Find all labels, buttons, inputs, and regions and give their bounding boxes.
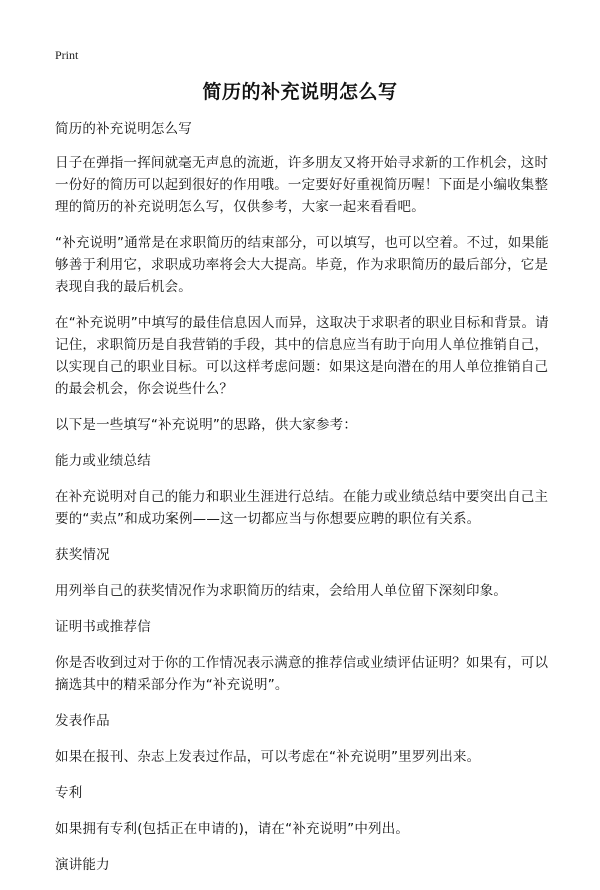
section-heading: 发表作品 bbox=[55, 713, 110, 729]
section-heading: 能力或业绩总结 bbox=[55, 453, 151, 469]
page-title: 简历的补充说明怎么写 bbox=[202, 81, 398, 103]
section-body: 你是否收到过对于你的工作情况表示满意的推荐信或业绩评估证明？如果有，可以摘选其中的精采部分作为“补充说明”。 bbox=[55, 655, 549, 693]
article-subtitle: 简历的补充说明怎么写 bbox=[55, 121, 192, 137]
article-body bbox=[55, 118, 560, 890]
section-body: 如果在报刊、杂志上发表过作品，可以考虑在“补充说明”里罗列出来。 bbox=[55, 749, 481, 765]
intro-paragraph: 日子在弹指一挥间就毫无声息的流逝，许多朋友又将开始寻求新的工作机会，这时一份好的简历可以起到很好的作用哦。一定要好好重视简历喔！下面是小编收集整理的简历的补充说明怎么写，仅供参考，大家一起来看看吧。 bbox=[55, 155, 549, 215]
section-body: 在补充说明对自己的能力和职业生涯进行总结。在能力或业绩总结中要突出自己主要的“卖点”和成功案例——这一切都应当与你想要应聘的职位有关系。 bbox=[55, 489, 549, 527]
paragraph-ideas-intro: 以下是一些填写“补充说明”的思路，供大家参考： bbox=[55, 417, 358, 433]
section-body: 用列举自己的获奖情况作为求职简历的结束，会给用人单位留下深刻印象。 bbox=[55, 583, 508, 599]
section-heading: 获奖情况 bbox=[55, 547, 110, 563]
paragraph-supplement-definition: “补充说明”通常是在求职简历的结束部分，可以填写，也可以空着。不过，如果能够善于利用它，求职成功率将会大大提高。毕竟，作为求职简历的最后部分，它是表现自我的最后机会。 bbox=[55, 235, 549, 295]
paragraph-best-info: 在“补充说明”中填写的最佳信息因人而异，这取决于求职者的职业目标和背景。请记住，求职简历是自我营销的手段，其中的信息应当有助于向用人单位推销自己，以实现自己的职业目标。可以这样考虑问题：如果这是向潜在的用人单位推销自己的最会机会，你会说些什么？ bbox=[55, 315, 549, 397]
section-heading: 演讲能力 bbox=[55, 857, 110, 873]
section-heading: 证明书或推荐信 bbox=[55, 619, 151, 635]
section-heading: 专利 bbox=[55, 785, 83, 801]
print-link[interactable]: Print bbox=[55, 48, 79, 62]
section-body: 如果拥有专利(包括正在申请的)，请在“补充说明”中列出。 bbox=[55, 821, 410, 837]
